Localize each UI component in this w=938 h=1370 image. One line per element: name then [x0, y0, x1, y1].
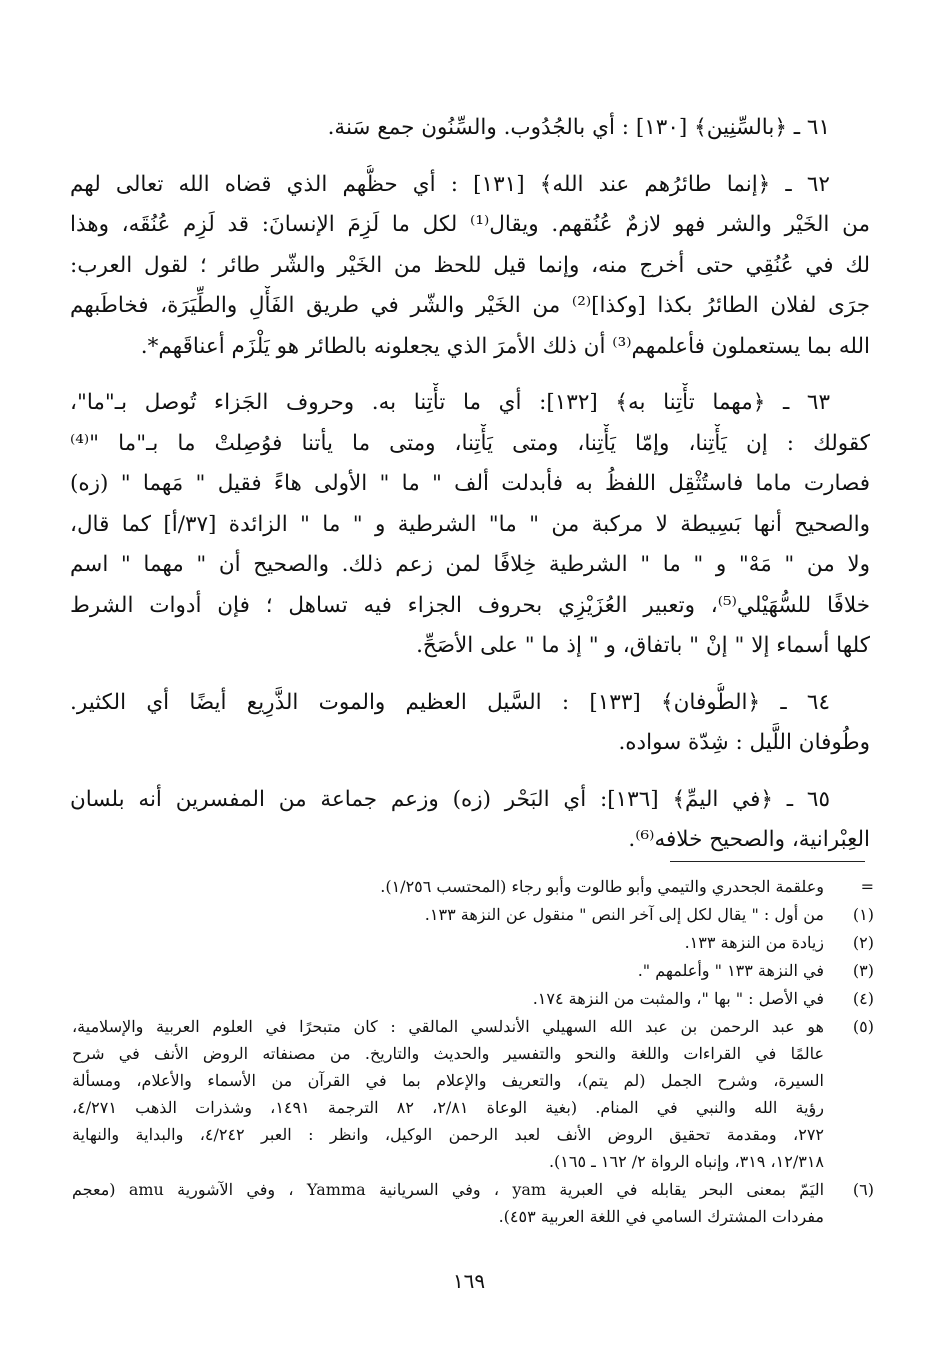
text-line: الله بما يستعملون فأعلمهم⁽³⁾ أن ذلك الأمرَ الذي يجعلونه بالطائر هو يَلْزَم أعناقَهم*.: [140, 333, 870, 359]
footnote-line: عالمًا في القراءات واللغة والنحو والتفسير والحديث والتاريخ. من مصنفاته الروض الأنف في شرح: [72, 1044, 824, 1063]
footnote-line: في الأصل : " بها "، والمثبت من النزهة ١٧٤.: [532, 989, 824, 1008]
text-line: ولا من " مَهْ" و " ما " الشرطية خِلافًا لمن زعم ذلك. والصحيح أن " مهما " اسم: [70, 552, 870, 577]
footnote: [72, 929, 874, 956]
footnote: [72, 1176, 874, 1230]
footnote: [72, 985, 874, 1012]
footnote-line: السيرة، وشرح الجمل (لم يتم)، والتعريف والإعلام بما في القرآن من الأسماء والأعلام، ومسألة: [72, 1071, 824, 1090]
text-line: خلافًا للسُّهَيْلي⁽⁵⁾، وتعبير العُزَيْزِي بحروف الجزاء فيه تساهل ؛ فإن أدوات الشرط: [70, 592, 870, 618]
footnote-number: (٤): [852, 989, 874, 1008]
footnote-number: (٥): [852, 1017, 874, 1036]
text-line: ٦٤ ـ ﴿الطُّوفان﴾ [١٣٣] : السَّيل العظيم والموت الذَّرِيع أيضًا أي الكثير.: [70, 689, 831, 715]
main-text: [70, 108, 870, 877]
footnote-line: ٢٧٢، ومقدمة تحقيق الروض الأنف لعبد الرحمن الوكيل، وانظر : العبر ٤/٢٤٢، والبداية والنهاية: [72, 1125, 824, 1144]
footnote: [72, 873, 874, 900]
text-line: ٦٣ ـ ﴿مهما تأْتِنا به﴾ [١٣٢]: أي ما تأْتِنا به. وحروف الجَزاء تُوصل بـ"ما"،: [70, 390, 831, 415]
text-line: جرَى لفلان الطائرُ بكذا [وكذا]⁽²⁾ من الخَيْر والشّر في طريق الفَأْلِ والطِّيَرَة، فخاطَبهم: [70, 293, 870, 318]
entry: [70, 383, 870, 667]
footnote: [72, 901, 874, 928]
footnotes: [72, 873, 874, 1231]
text-line: ٦٥ ـ ﴿في اليمِّ﴾ [١٣٦]: أي البَحْر (زه) وزعم جماعة من المفسرين أنه بلسان: [70, 786, 830, 812]
footnote-number: (١): [852, 905, 874, 924]
footnote-line: من أول : " يقال لكل إلى آخر النص " منقول عن النزهة ١٣٣.: [424, 905, 824, 924]
page-number: ١٦٩: [452, 1269, 486, 1293]
footnote-number: (٣): [852, 961, 874, 980]
footnote-line: في النزهة ١٣٣ " وأعلمهم ".: [637, 961, 824, 980]
footnote-number: (٢): [852, 933, 874, 952]
entry: [70, 108, 870, 149]
footnote-line: ١٢/٣١٨، ٣١٩، وإنباه الرواة ٢/ ١٦٢ ـ ١٦٥).: [548, 1152, 824, 1171]
footnote-line: زيادة من النزهة ١٣٣.: [684, 933, 824, 952]
text-line: كقولك : إن يَأْتِنا، وإمّا يَأْتِنا، ومتى يَأْتِنا، ومتى ما يأتنا فوُصِلتْ ما بـ"ما "⁽⁴⁾: [70, 430, 870, 456]
footnote-line: اليَمّ بمعنى البحر يقابله في العبرية yam ، وفي السريانية Yamma ، وفي الآشورية amu (معجم: [72, 1180, 824, 1199]
footnote-divider: [670, 861, 865, 862]
text-line: فصارت ماما فاستُثْقِل اللفظُ به فأبدلت ألف " ما " الأولى هاءً فقيل " مَهما " (زه): [70, 471, 870, 496]
footnote-line: مفردات المشترك السامي في اللغة العربية ٤٥٣).: [498, 1207, 824, 1226]
text-line: والصحيح أنها بَسِيطة لا مركبة من " ما" الشرطية و " ما " الزائدة [٣٧/أ] كما قال،: [70, 511, 870, 537]
text-line: ٦٢ ـ ﴿إنما طائرُهم عند الله﴾ [١٣١] : أي حظُّهم الذي قضاه الله تعالى لهم: [70, 171, 830, 197]
footnote: [72, 1013, 874, 1175]
footnote: [72, 957, 874, 984]
footnote-line: وعلقمة الجحدري والتيمي وأبو طالوت وأبو رجاء (المحتسب ١/٢٥٦).: [380, 877, 824, 896]
footnote-number: (٦): [852, 1180, 874, 1199]
text-line: لك في عُنُقِي حتى أخرج منه، وإنما قيل للحظ من الخَيْر والشّر طائر ؛ لقول العرب:: [70, 252, 870, 278]
text-line: من الخَيْر والشر فهو لازمٌ عُنُقهم. ويقال⁽¹⁾ لكل ما لَزِمَ الإنسانَ: قد لَزِم عُنُقَه، وهذا: [70, 212, 870, 237]
text-line: كلها أسماء إلا " إنْ " باتفاق، و " إذ ما " على الأصَحِّ.: [416, 633, 870, 658]
footnote-line: رؤية الله والنبي في المنام. (بغية الوعاة ٢/٨١، ٨٢ الترجمة ١٤٩١، وشذرات الذهب ٤/٢٧١،: [72, 1098, 824, 1117]
entry: [70, 165, 870, 368]
text-line: العِبْرانية، والصحيح خلافه⁽⁶⁾.: [628, 827, 870, 852]
text-line: ٦١ ـ ﴿بالسِّنِين﴾ [١٣٠] : أي بالجُدُوب. والسِّنُون جمع سَنة.: [327, 115, 830, 140]
entry: [70, 683, 870, 764]
entry: [70, 780, 870, 861]
footnote-line: هو عبد الرحمن بن عبد الله السهيلي الأندلسي المالقي : كان متبحرًا في العلوم العربية والإسلامية،: [72, 1017, 824, 1036]
text-line: وطُوفان اللَّيل : شِدّة سواده.: [618, 730, 870, 755]
footnote-number: =: [860, 877, 874, 896]
